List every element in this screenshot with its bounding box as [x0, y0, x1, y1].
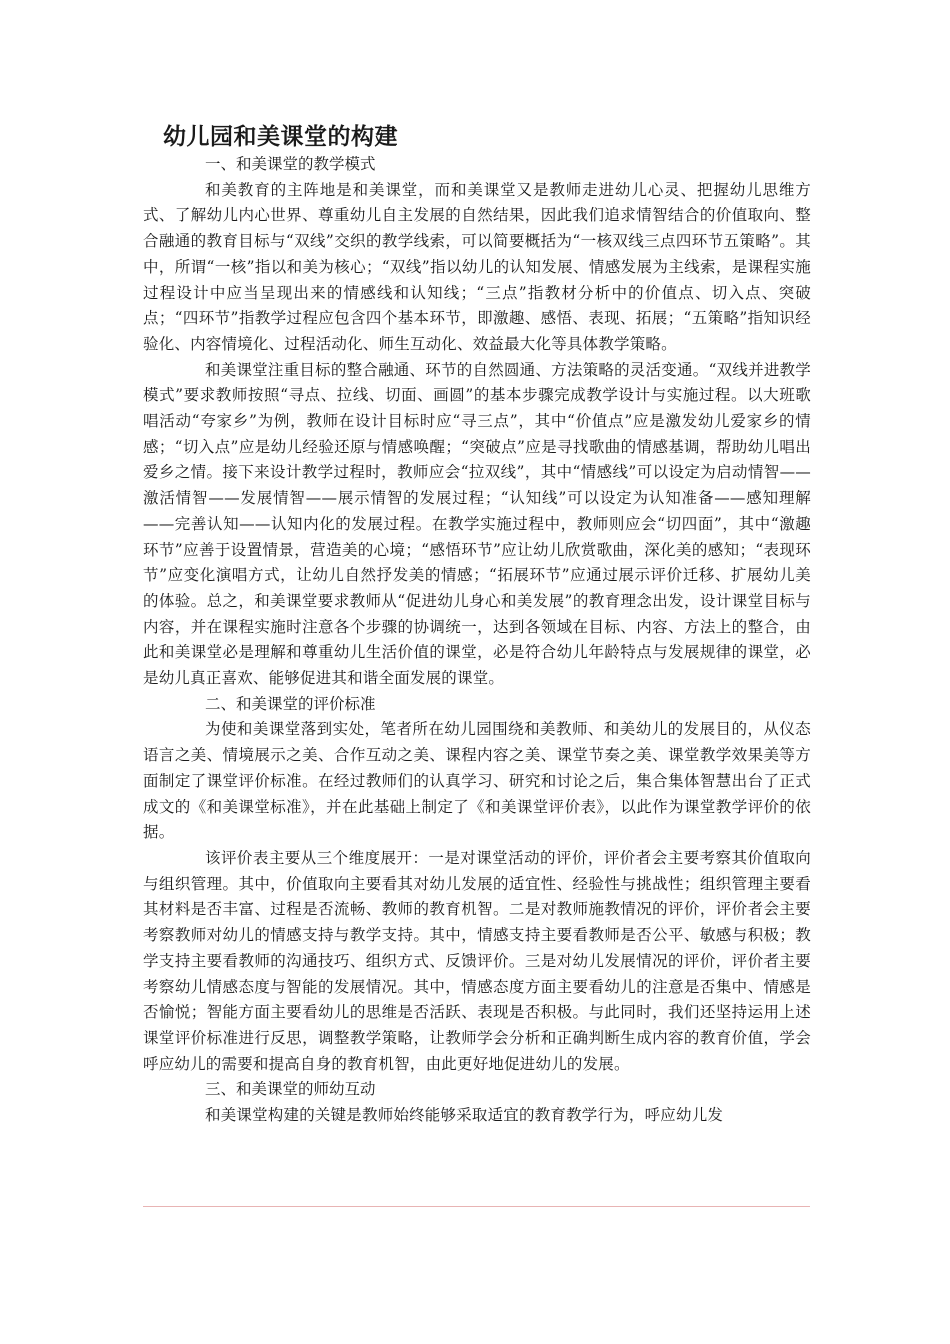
- document-page: [143, 122, 811, 1129]
- section-2: [143, 692, 811, 1078]
- paragraph: 和美课堂构建的关键是教师始终能够采取适宜的教育教学行为，呼应幼儿发: [205, 1106, 724, 1125]
- section-heading: 三、和美课堂的师幼互动: [205, 1080, 376, 1099]
- page-title: 幼儿园和美课堂的构建: [163, 124, 398, 150]
- paragraph: 为使和美课堂落到实处，笔者所在幼儿园围绕和美教师、和美幼儿的发展目的，从仪态语言之美、情境展示之美、合作互动之美、课程内容之美、课堂节奏之美、课堂教学效果美等方面制定了课堂评价标准。在经过教师们的认真学习、研究和讨论之后，集合集体智慧出台了正式成文的《和美课堂标准》，并在此基础上制定了《和美课堂评价表》，以此作为课堂教学评价的依据。: [143, 720, 811, 842]
- paragraph: 该评价表主要从三个维度展开：一是对课堂活动的评价，评价者会主要考察其价值取向与组织管理。其中，价值取向主要看其对幼儿发展的适宜性、经验性与挑战性；组织管理主要看其材料是否丰富、过程是否流畅、教师的教育机智。二是对教师施教情况的评价，评价者会主要考察教师对幼儿的情感支持与教学支持。其中，情感支持主要看教师是否公平、敏感与积极；教学支持主要看教师的沟通技巧、组织方式、反馈评价。三是对幼儿发展情况的评价，评价者主要考察幼儿情感态度与智能的发展情况。其中，情感态度方面主要看幼儿的注意是否集中、情感是否愉悦；智能方面主要看幼儿的思维是否活跃、表现是否积极。与此同时，我们还坚持运用上述课堂评价标准进行反思，调整教学策略，让教师学会分析和正确判断生成内容的教育价值，学会呼应幼儿的需要和提高自身的教育机智，由此更好地促进幼儿的发展。: [143, 848, 811, 1073]
- paragraph: 和美教育的主阵地是和美课堂，而和美课堂又是教师走进幼儿心灵、把握幼儿思维方式、了解幼儿内心世界、尊重幼儿自主发展的自然结果，因此我们追求情智结合的价值取向、整合融通的教育目标与“双线”交织的教学线索，可以简要概括为“一核双线三点四环节五策略”。其中，所谓“一核”指以和美为核心；“双线”指以幼儿的认知发展、情感发展为主线索，是课程实施过程设计中应当呈现出来的情感线和认知线；“三点”指教材分析中的价值点、切入点、突破点；“四环节”指教学过程应包含四个基本环节，即激趣、感悟、表现、拓展；“五策略”指知识经验化、内容情境化、过程活动化、师生互动化、效益最大化等具体教学策略。: [143, 180, 811, 353]
- footer-divider: [143, 1206, 810, 1207]
- section-heading: 二、和美课堂的评价标准: [205, 694, 376, 713]
- section-heading: 一、和美课堂的教学模式: [205, 155, 376, 173]
- section-3: [143, 1077, 811, 1128]
- paragraph: 和美课堂注重目标的整合融通、环节的自然圆通、方法策略的灵活变通。“双线并进教学模式”要求教师按照“寻点、拉线、切面、画圆”的基本步骤完成教学设计与实施过程。以大班歌唱活动“夸家乡”为例，教师在设计目标时应“寻三点”，其中“价值点”应是激发幼儿爱家乡的情感；“切入点”应是幼儿经验还原与情感唤醒；“突破点”应是寻找歌曲的情感基调，帮助幼儿唱出爱乡之情。接下来设计教学过程时，教师应会“拉双线”，其中“情感线”可以设定为启动情智——激活情智——发展情智——展示情智的发展过程；“认知线”可以设定为认知准备——感知理解——完善认知——认知内化的发展过程。在教学实施过程中，教师则应会“切四面”，其中“激趣环节”应善于设置情景，营造美的心境；“感悟环节”应让幼儿欣赏歌曲，深化美的感知；“表现环节”应变化演唱方式，让幼儿自然抒发美的情感；“拓展环节”应通过展示评价迁移、扩展幼儿美的体验。总之，和美课堂要求教师从“促进幼儿身心和美发展”的教育理念出发，设计课堂目标与内容，并在课程实施时注意各个步骤的协调统一，达到各领域在目标、内容、方法上的整合，由此和美课堂必是理解和尊重幼儿生活价值的课堂，必是符合幼儿年龄特点与发展规律的课堂，必是幼儿真正喜欢、能够促进其和谐全面发展的课堂。: [143, 360, 811, 688]
- section-1: [143, 152, 811, 692]
